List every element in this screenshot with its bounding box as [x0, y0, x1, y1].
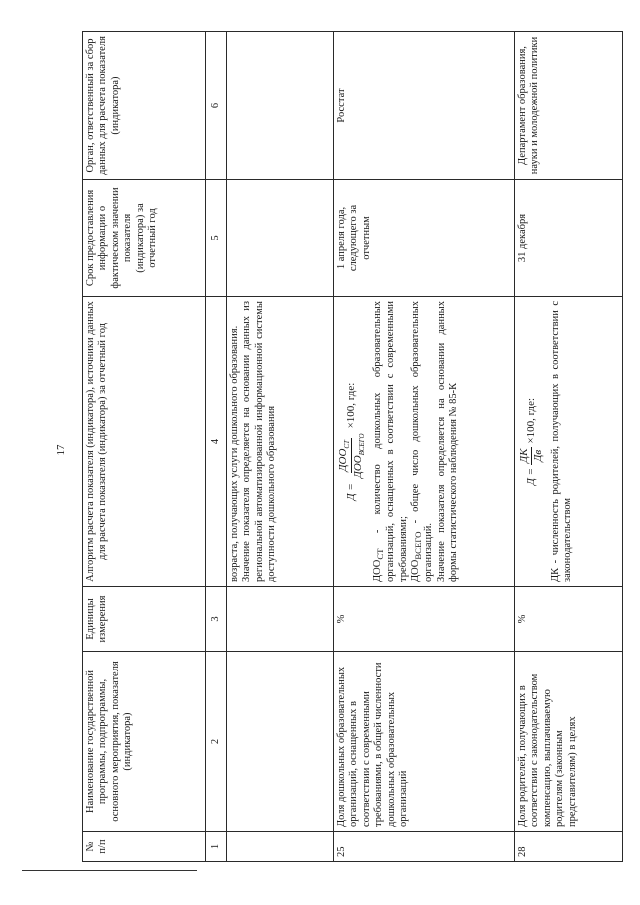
formula-lhs: Д =: [345, 483, 358, 501]
row-number: 25: [334, 832, 515, 862]
formula-denominator: ДОО: [352, 455, 365, 479]
indicator-responsible: Департамент образования, науки и молодежной политики: [515, 32, 623, 180]
formula-tail: ×100, где:: [345, 382, 358, 429]
header-deadline: Срок предоставления информации о фактическом значении показателя (индикатора) за отчетный год: [83, 180, 206, 297]
formula-fraction: [518, 447, 545, 465]
indicator-responsible: [227, 32, 334, 180]
formula-numerator: ДОО: [337, 448, 349, 472]
page-number: 17: [55, 444, 67, 456]
indicator-name: Доля родителей, получающих в соответствии с законодательством компенсацию, выплачиваемую родителям (законным представителям) в целях: [515, 652, 623, 832]
indicator-algorithm: [515, 297, 623, 587]
indicator-name: Доля дошкольных образовательных организаций, оснащенных в соответствии с современными требованиями, в общей численности дошкольных образовательных организаций: [334, 652, 515, 832]
table-row: [515, 32, 623, 862]
column-number: 6: [206, 32, 227, 180]
column-number: 5: [206, 180, 227, 297]
formula-numerator: ДК: [518, 448, 530, 463]
indicator-unit: [227, 587, 334, 652]
indicator-algorithm: [334, 297, 515, 587]
source-text: Значение показателя определяется на основании данных формы статистического наблюдения № 85-К: [435, 301, 460, 582]
indicator-unit: %: [515, 587, 623, 652]
indicator-algorithm: [227, 297, 334, 587]
indicator-table: [82, 31, 623, 862]
formula: [337, 301, 367, 582]
definition: $ДОО_{СТ}$ - количество дошкольных образовательных организаций, оснащенных в соответствии с современными требованиями;: [371, 301, 409, 582]
column-number: 3: [206, 587, 227, 652]
header-number: № п/п: [83, 832, 206, 862]
header-row: [83, 32, 206, 862]
algorithm-text: возраста, получающих услуги дошкольного образования.: [229, 325, 240, 582]
column-number: 4: [206, 297, 227, 587]
indicator-deadline: 1 апреля года, следующего за отчетным: [334, 180, 515, 297]
header-name: Наименование государственной программы, подпрограммы, основного мероприятия, показателя (индикатора): [83, 652, 206, 832]
definition: ДК - численность родителей, получающих в соответствии с законодательством: [549, 301, 574, 582]
formula-denominator: Дв: [531, 449, 544, 462]
header-responsible: Орган, ответственный за сбор данных для расчета показателя (индикатора): [83, 32, 206, 180]
table-row: [227, 32, 334, 862]
formula-numerator-sub: СТ: [343, 440, 352, 449]
indicator-deadline: 31 декабря: [515, 180, 623, 297]
column-number-row: [206, 32, 227, 862]
indicator-responsible: Росстат: [334, 32, 515, 180]
formula-denominator-sub: ВСЕГО: [358, 433, 367, 456]
indicator-unit: %: [334, 587, 515, 652]
rotated-table-wrapper: [82, 32, 623, 862]
formula: [518, 301, 545, 582]
formula-lhs: Д =: [524, 467, 537, 486]
column-number: 1: [206, 832, 227, 862]
source-text: Значение показателя определяется на основании данных из региональной автоматизированной информационной системы доступности дошкольного образования: [241, 301, 278, 582]
header-unit: Единицы измерения: [83, 587, 206, 652]
header-algorithm: Алгоритм расчета показателя (индикатора), источники данных для расчета показателя (индикатора) за отчетный год: [83, 297, 206, 587]
definition: $ДОО_{ВСЕГО}$ - общее число дошкольных образовательных организаций.: [410, 301, 435, 582]
table-row: [334, 32, 515, 862]
column-number: 2: [206, 652, 227, 832]
indicator-deadline: [227, 180, 334, 297]
indicator-name: [227, 652, 334, 832]
row-number: 28: [515, 832, 623, 862]
row-number: [227, 832, 334, 862]
formula-fraction: [337, 431, 367, 480]
formula-tail: ×100, где:: [524, 397, 537, 444]
footnote-separator: [22, 870, 197, 871]
